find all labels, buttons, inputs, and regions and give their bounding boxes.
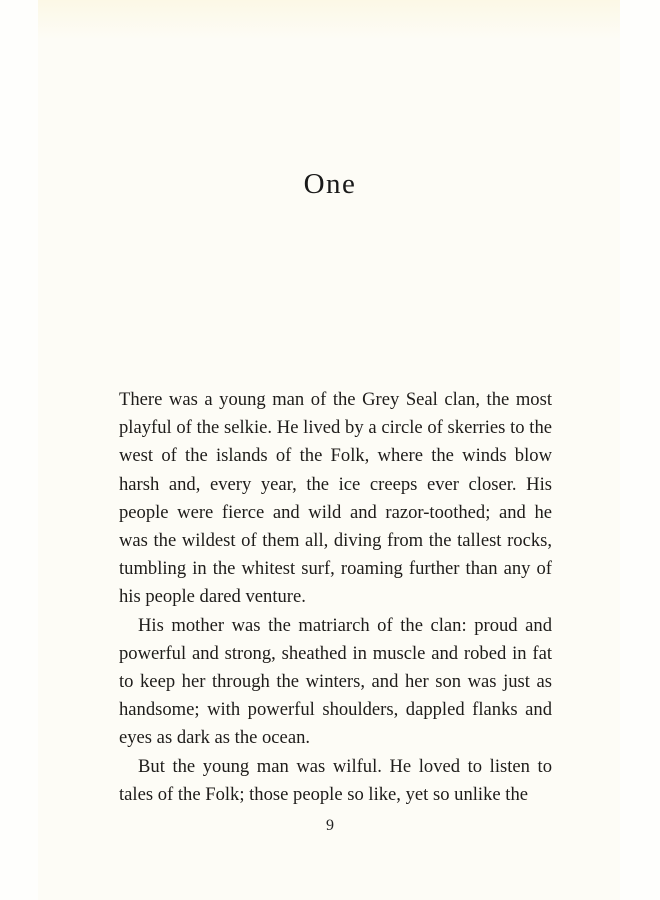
- chapter-title: One: [303, 168, 357, 200]
- paragraph-2: His mother was the matriarch of the clan: proud and powerful and strong, sheathed in muscle and robed in fat to keep her through the winters, and her son was just as handsome; with powerful shoulders, dappled flanks and eyes as dark as the ocean.: [119, 614, 552, 749]
- page-edge-tint: [38, 0, 620, 40]
- paragraph-3: But the young man was wilful. He loved to listen to tales of the Folk; those people so like, yet so unlike the: [119, 755, 552, 805]
- page-number: 9: [326, 817, 334, 834]
- chapter-body: [119, 386, 552, 809]
- paragraph-1: There was a young man of the Grey Seal clan, the most playful of the selkie. He lived by a circle of skerries to the west of the islands of the Folk, where the winds blow harsh and, every year, the ice creeps ever closer. His people were fierce and wild and razor-toothed; and he was the wildest of them all, diving from the tallest rocks, tumbling in the whitest surf, roaming further than any of his people dared venture.: [119, 389, 552, 608]
